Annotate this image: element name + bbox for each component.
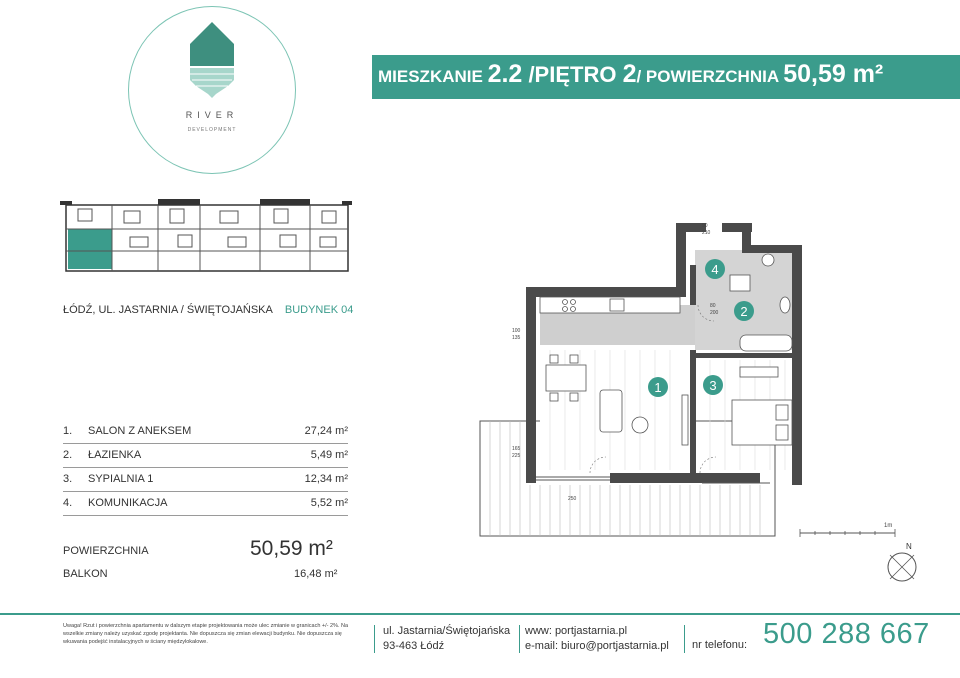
table-row	[63, 468, 348, 492]
title-area: 50,59 m²	[783, 60, 884, 88]
room-marker-4: 4	[711, 262, 719, 277]
balcony-value: 16,48 m²	[294, 568, 338, 580]
highlighted-apartment	[68, 229, 112, 269]
compass-icon	[888, 542, 916, 581]
dim-label: 165	[512, 446, 521, 452]
room-area: 5,49 m²	[271, 444, 348, 468]
footer-separator	[374, 625, 375, 653]
room-name: SALON Z ANEKSEM	[88, 420, 271, 444]
dim-label: 250	[568, 496, 577, 502]
dim-label: 210	[702, 230, 711, 236]
table-row	[63, 420, 348, 444]
title-unit: 2.2	[487, 60, 523, 88]
location-line	[63, 304, 353, 316]
dim-label: 90	[702, 223, 708, 229]
logo-house-icon	[186, 20, 238, 106]
floor-plan	[470, 215, 910, 610]
dim-label: 225	[512, 453, 521, 459]
building-key-plan	[60, 193, 352, 275]
room-area: 12,34 m²	[271, 468, 348, 492]
disclaimer: Uwaga! Rzut i powierzchnia apartamentu w dalszym etapie projektowania może ulec zmianie w granicach +/- 2%. Na wszelkie zmiany należy uzyskać zgodę projektanta. Nie dopuszcza się zmian elewacji budynku. Nie dopuszcza się wkuwania podejść instalacyjnych w ściany międzylokalowe.	[63, 623, 349, 645]
footer-address-line2: 93-463 Łódź	[383, 640, 445, 652]
title-area-prefix: / POWIERZCHNIA	[636, 67, 784, 86]
footer-divider	[0, 613, 960, 615]
dim-label: 80	[710, 303, 716, 309]
dim-label: 100	[512, 328, 521, 334]
room-name: ŁAZIENKA	[88, 444, 271, 468]
rooms-table	[63, 420, 348, 516]
balcony-label: BALKON	[63, 568, 108, 580]
dim-label: 200	[710, 310, 719, 316]
title-prefix: MIESZKANIE	[378, 67, 488, 86]
title-floor: 2	[622, 60, 637, 88]
footer-address-line1: ul. Jastarnia/Świętojańska	[383, 625, 511, 637]
scale-bar	[800, 523, 895, 537]
total-area-label: POWIERZCHNIA	[63, 545, 149, 557]
page-title	[378, 60, 883, 89]
footer-separator	[684, 625, 685, 653]
room-area: 27,24 m²	[271, 420, 348, 444]
footer-web-link[interactable]: www: portjastarnia.pl	[525, 625, 628, 637]
building-label: BUDYNEK 04	[284, 304, 354, 316]
room-number: 1.	[63, 420, 88, 444]
room-number: 2.	[63, 444, 88, 468]
logo-tagline: DEVELOPMENT	[187, 127, 237, 133]
room-area: 5,52 m²	[271, 492, 348, 516]
footer-separator	[519, 625, 520, 653]
room-name: SYPIALNIA 1	[88, 468, 271, 492]
phone-label: nr telefonu:	[692, 639, 748, 651]
footer-contact	[525, 624, 669, 654]
room-marker-3: 3	[709, 378, 717, 393]
room-marker-2: 2	[740, 304, 748, 319]
table-row	[63, 492, 348, 516]
location-address: ŁÓDŹ, UL. JASTARNIA / ŚWIĘTOJAŃSKA	[63, 304, 273, 316]
scale-label: 1m	[884, 523, 893, 529]
table-row	[63, 444, 348, 468]
kitchen-counter	[540, 297, 680, 313]
room-marker-1: 1	[654, 380, 662, 395]
room-name: KOMUNIKACJA	[88, 492, 271, 516]
footer-address	[383, 624, 510, 654]
footer-email-link[interactable]: e-mail: biuro@portjastarnia.pl	[525, 640, 669, 652]
room-number: 3.	[63, 468, 88, 492]
compass-label: N	[906, 542, 912, 551]
dim-label: 135	[512, 335, 521, 341]
phone-number[interactable]: 500 288 667	[763, 618, 930, 650]
title-floor-prefix: /PIĘTRO	[522, 62, 623, 87]
room-number: 4.	[63, 492, 88, 516]
total-area-value: 50,59 m²	[250, 537, 333, 560]
logo-wordmark: RIVER	[185, 110, 239, 120]
bed	[732, 367, 792, 445]
